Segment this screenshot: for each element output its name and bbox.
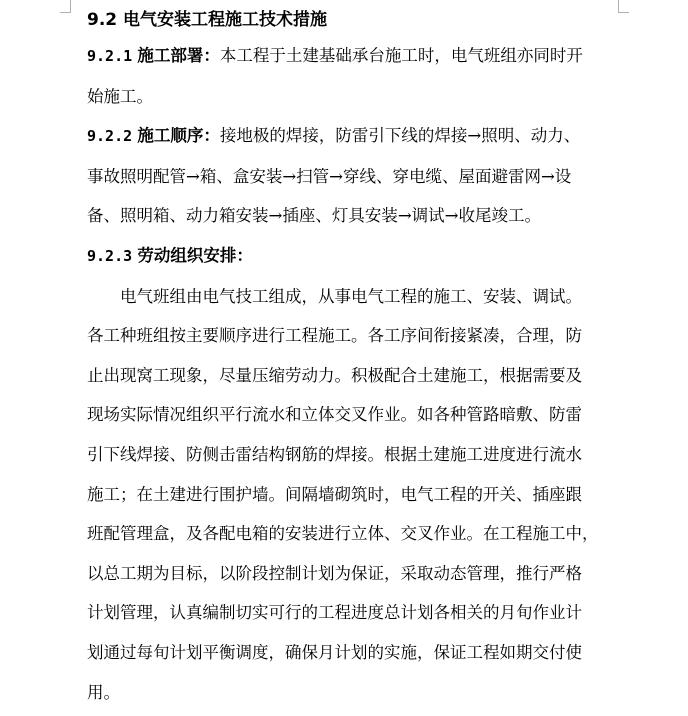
item-9-2-3 [87,236,615,277]
item-heading: 施工顺序： [137,126,220,146]
item-9-2-1 [87,36,615,116]
body-line: 施工；在土建进行围护墙。间隔墙砌筑时，电气工程的开关、插座跟 [87,484,582,504]
body-line: 划通过每旬计划平衡调度，确保月计划的实施，保证工程如期交付使 [87,642,582,662]
item-text-line: 接地极的焊接，防雷引下线的焊接→照明、动力、 [219,126,581,146]
item-text-line: 始施工。 [87,86,153,106]
item-text-line: 事故照明配管→箱、盒安装→扫管→穿线、穿电缆、屋面避雷网→设 [87,166,572,186]
item-text-line: 本工程于土建基础承台施工时，电气班组亦同时开 [219,46,583,65]
item-number: 9.2.1 [87,47,133,65]
body-line: 止出现窝工现象，尽量压缩劳动力。积极配合土建施工，根据需要及 [87,365,582,385]
body-line: 引下线焊接、防侧击雷结构钢筋的焊接。根据土建施工进度进行流水 [87,444,582,464]
body-line: 各工种班组按主要顺序进行工程施工。各工序间衔接紧凑，合理，防 [87,326,582,346]
body-line: 以总工期为目标，以阶段控制计划为保证，采取动态管理，推行严格 [87,563,582,583]
page-corner-mark-left [60,0,71,13]
body-line: 计划管理，认真编制切实可行的工程进度总计划各相关的月旬作业计 [87,603,582,623]
section-title: 9.2 电气安装工程施工技术措施 [87,10,328,30]
item-number: 9.2.3 [87,246,133,265]
document-page [87,4,615,712]
body-line: 电气班组由电气技工组成，从事电气工程的施工、安装、调试。 [120,286,582,306]
body-line: 班配管理盒，及各配电箱的安装进行立体、交叉作业。在工程施工中， [87,524,599,544]
item-heading: 劳动组织安排： [137,245,253,265]
page-corner-mark-right [618,0,629,13]
item-text-line: 备、照明箱、动力箱安装→插座、灯具安装→调试→收尾竣工。 [87,206,541,226]
item-number: 9.2.2 [87,127,133,146]
body-line: 现场实际情况组织平行流水和立体交叉作业。如各种管路暗敷、防雷 [87,405,582,425]
item-heading: 施工部署： [137,46,220,65]
item-9-2-2 [87,116,615,236]
body-paragraph [87,277,615,713]
body-line: 用。 [87,682,120,702]
